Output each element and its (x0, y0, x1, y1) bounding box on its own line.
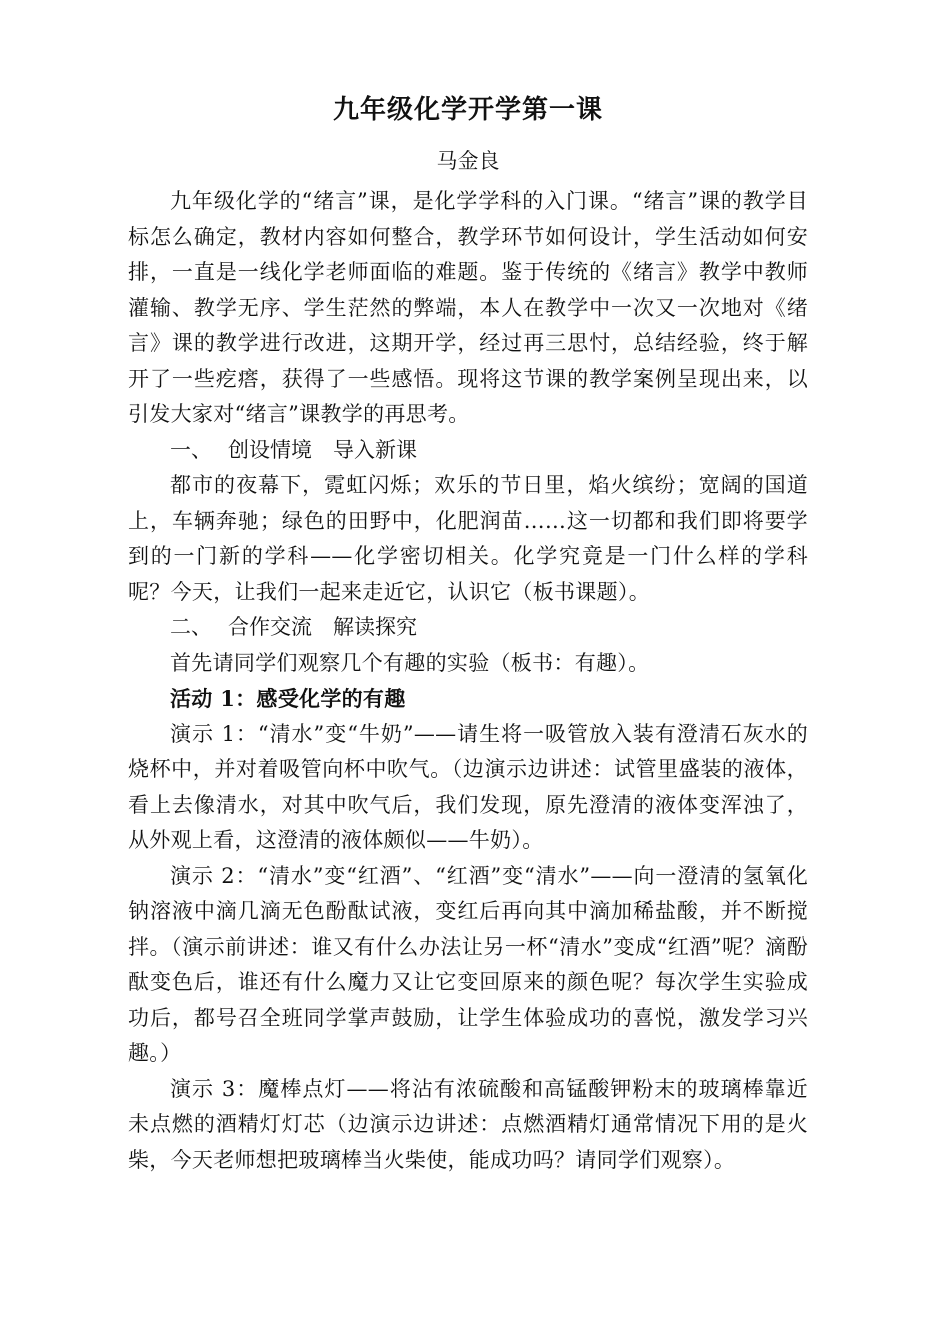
section-2-number: 二、 (170, 615, 212, 639)
section-1-title-part2: 导入新课 (333, 437, 417, 462)
intro-paragraph: 九年级化学的“绪言”课，是化学学科的入门课。“绪言”课的教学目标怎么确定，教材内容如何整合，教学环节如何设计，学生活动如何安排，一直是一线化学老师面临的难题。鉴于传统的《绪言》教学中教师灌输、教学无序、学生茫然的弊端，本人在教学中一次又一次地对《绪言》课的教学进行改进，这期开学，经过再三思忖，总结经验，终于解开了一些疙瘩，获得了一些感悟。现将这节课的教学案例呈现出来，以引发大家对“绪言”课教学的再思考。 (128, 189, 808, 426)
section-2-title-part1: 合作交流 (228, 615, 312, 639)
section-1-paragraph: 都市的夜幕下，霓虹闪烁；欢乐的节日里，焰火缤纷；宽阔的国道上，车辆奔驰；绿色的田野中，化肥润苗……这一切都和我们即将要学到的一门新的学科——化学密切相关。化学究竟是一门什么样的学科呢？今天，让我们一起来走近它，认识它（板书课题）。 (128, 473, 808, 604)
demo-1-paragraph: 演示 1：“清水”变“牛奶”——请生将一吸管放入装有澄清石灰水的烧杯中，并对着吸管向杯中吹气。（边演示边讲述：试管里盛装的液体，看上去像清水，对其中吹气后，我们发现，原先澄清的液体变浑浊了，从外观上看，这澄清的液体颇似——牛奶）。 (128, 721, 808, 852)
section-2-title-part2: 解读探究 (333, 615, 417, 639)
demo-3-paragraph: 演示 3：魔棒点灯——将沾有浓硫酸和高锰酸钾粉末的玻璃棒靠近未点燃的酒精灯灯芯（边演示边讲述：点燃酒精灯通常情况下用的是火柴，今天老师想把玻璃棒当火柴使，能成功吗？请同学们观察）。 (128, 1076, 808, 1172)
section-1-number: 一、 (170, 437, 212, 462)
document-author: 马金良 (436, 149, 500, 173)
document-title: 九年级化学开学第一课 (332, 95, 603, 125)
section-2-paragraph: 首先请同学们观察几个有趣的实验（板书：有趣）。 (170, 650, 650, 675)
section-2-heading (128, 610, 808, 646)
section-1-heading (128, 433, 808, 469)
activity-1-heading: 活动 1：感受化学的有趣 (170, 686, 406, 711)
demo-2-paragraph: 演示 2：“清水”变“红酒”、“红酒”变“清水”——向一澄清的氢氧化钠溶液中滴几滴无色酚酞试液，变红后再向其中滴加稀盐酸，并不断搅拌。（演示前讲述：谁又有什么办法让另一杯“清水”变成“红酒”呢？滴酚酞变色后，谁还有什么魔力又让它变回原来的颜色呢？每次学生实验成功后，都号召全班同学掌声鼓励，让学生体验成功的喜悦，激发学习兴趣。） (128, 863, 808, 1065)
section-1-title-part1: 创设情境 (228, 437, 312, 462)
document-page (128, 92, 808, 1178)
